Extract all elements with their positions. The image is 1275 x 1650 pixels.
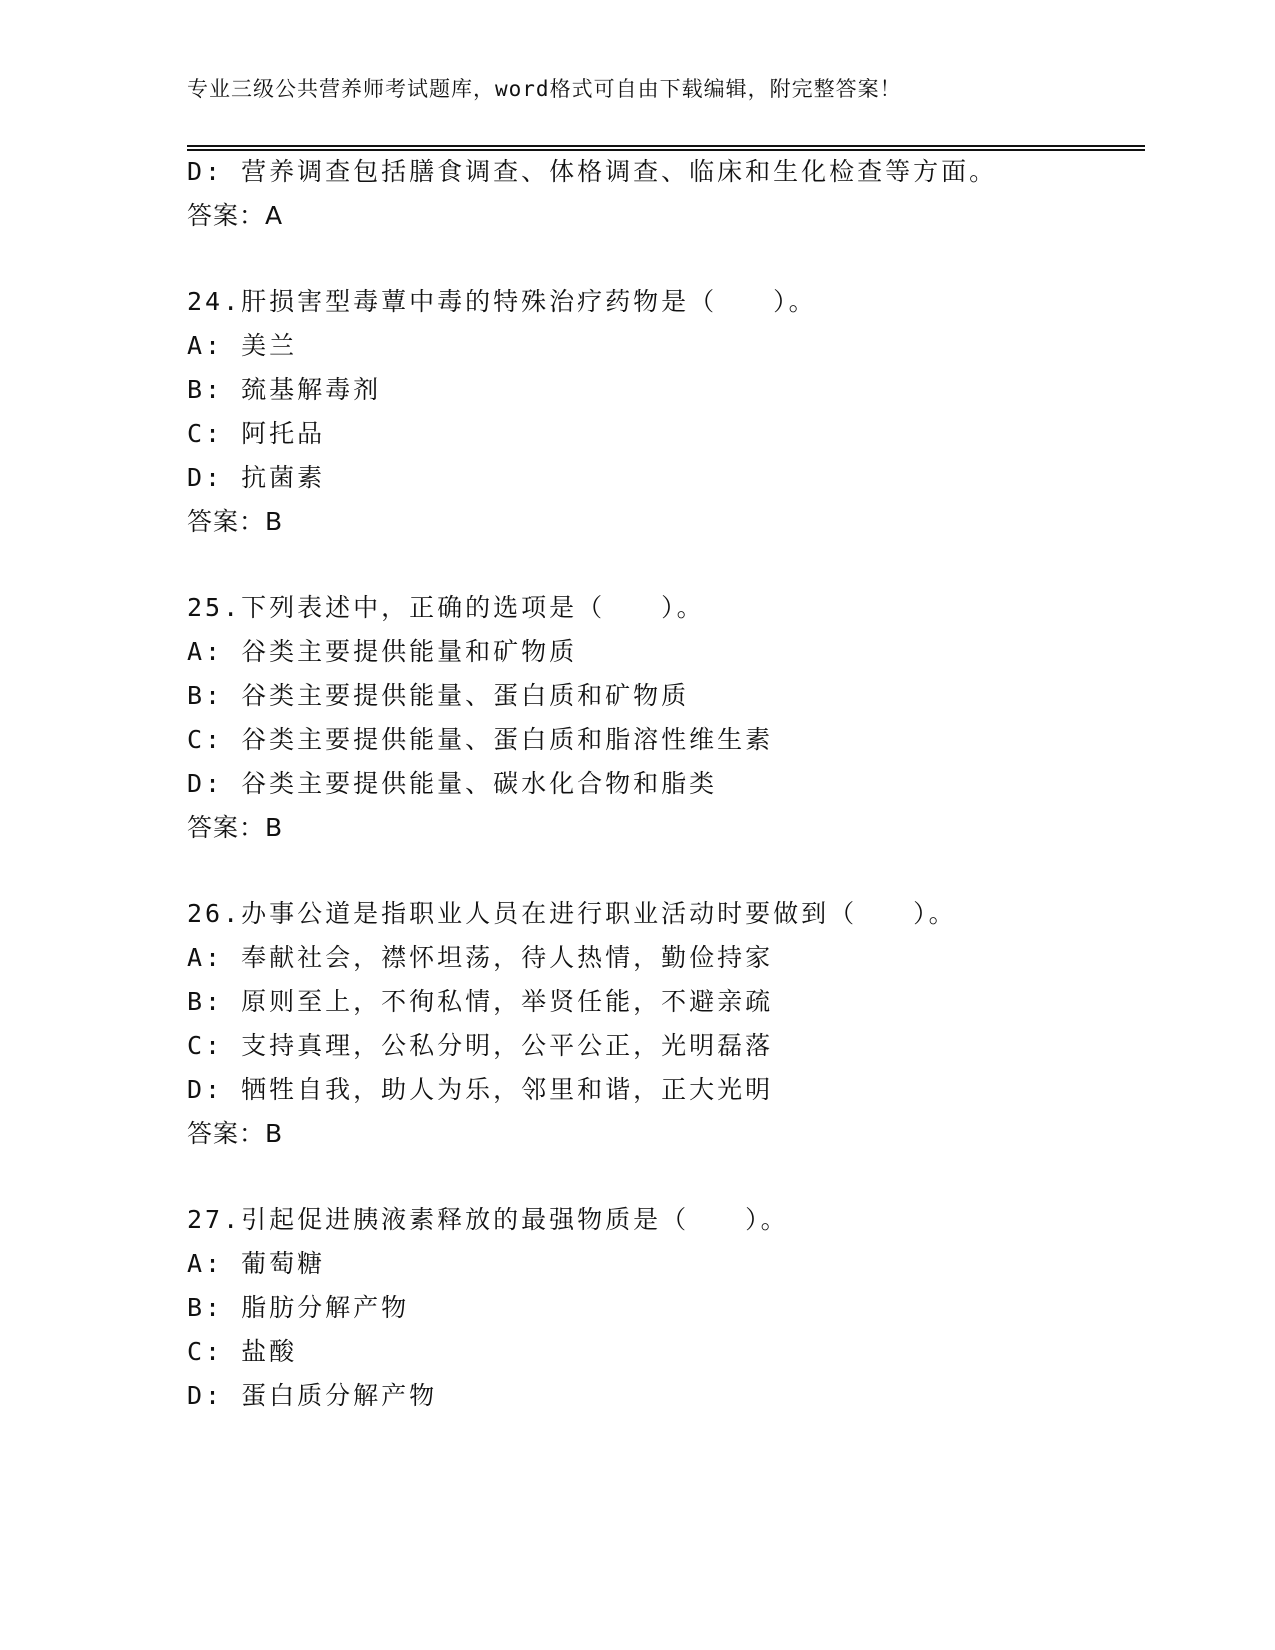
question-25-option-a: A: 谷类主要提供能量和矿物质 (187, 637, 578, 666)
question-27-option-d: D: 蛋白质分解产物 (187, 1381, 438, 1410)
question-24-option-a: A: 美兰 (187, 331, 298, 360)
prev-question-answer: 答案：A (187, 201, 284, 230)
header-rule (187, 145, 1145, 151)
question-24-answer: 答案：B (187, 507, 284, 536)
question-25-option-c: C: 谷类主要提供能量、蛋白质和脂溶性维生素 (187, 725, 774, 754)
question-27-option-b: B: 脂肪分解产物 (187, 1293, 410, 1322)
question-26-option-c: C: 支持真理，公私分明，公平公正，光明磊落 (187, 1031, 774, 1060)
question-24-option-d: D: 抗菌素 (187, 463, 326, 492)
question-24-stem: 24.肝损害型毒蕈中毒的特殊治疗药物是（ ）。 (187, 287, 817, 316)
page-header: 专业三级公共营养师考试题库，word格式可自由下载编辑，附完整答案！ (187, 77, 902, 101)
question-25-option-d: D: 谷类主要提供能量、碳水化合物和脂类 (187, 769, 718, 798)
question-24-option-b: B: 巯基解毒剂 (187, 375, 382, 404)
prev-question-option-d: D: 营养调查包括膳食调查、体格调查、临床和生化检查等方面。 (187, 157, 998, 186)
question-26-option-a: A: 奉献社会，襟怀坦荡，待人热情，勤俭持家 (187, 943, 774, 972)
question-27-option-a: A: 葡萄糖 (187, 1249, 326, 1278)
question-24-option-c: C: 阿托品 (187, 419, 326, 448)
question-25-option-b: B: 谷类主要提供能量、蛋白质和矿物质 (187, 681, 690, 710)
question-27-option-c: C: 盐酸 (187, 1337, 298, 1366)
question-26-option-b: B: 原则至上，不徇私情，举贤任能，不避亲疏 (187, 987, 774, 1016)
question-25-answer: 答案：B (187, 813, 284, 842)
question-27-stem: 27.引起促进胰液素释放的最强物质是（ ）。 (187, 1205, 789, 1234)
question-26-answer: 答案：B (187, 1119, 284, 1148)
question-26-option-d: D: 牺牲自我，助人为乐，邻里和谐，正大光明 (187, 1075, 774, 1104)
question-26-stem: 26.办事公道是指职业人员在进行职业活动时要做到（ ）。 (187, 899, 957, 928)
question-25-stem: 25.下列表述中，正确的选项是（ ）。 (187, 593, 705, 622)
